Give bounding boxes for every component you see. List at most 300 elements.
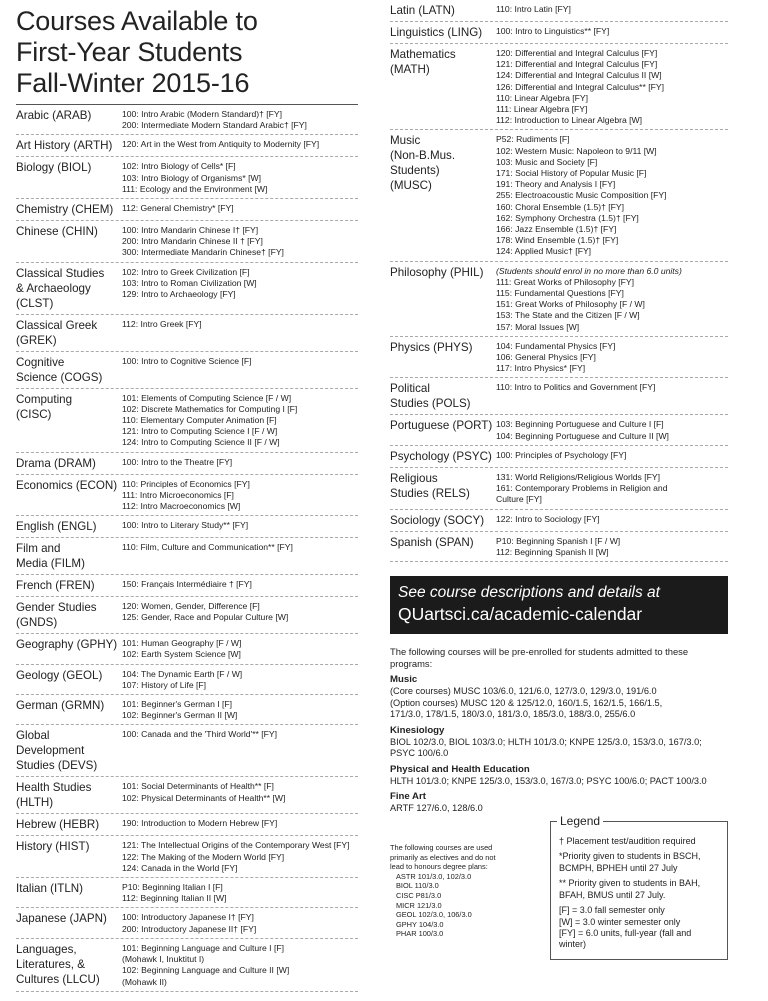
course-item: 111: Ecology and the Environment [W]: [122, 183, 268, 194]
course-item: 124: Applied Music† [FY]: [496, 246, 592, 257]
subject-name: [390, 449, 496, 464]
subject-name-line: Religious: [390, 471, 438, 485]
subject-name: [16, 942, 122, 988]
course-item: 255: Electroacoustic Music Composition [FY]: [496, 190, 667, 201]
course-list: [122, 160, 358, 195]
subject-name-line: (GREK): [16, 333, 57, 347]
course-item: 100: Intro Mandarin Chinese I† [FY]: [122, 225, 259, 236]
course-item: 190: Introduction to Modern Hebrew [FY]: [122, 818, 278, 829]
legend-line: *Priority given to students in BSCH,: [559, 851, 701, 862]
subject-name-line: Psychology (PSYC): [390, 449, 492, 463]
subject-row: [390, 337, 728, 379]
subject-name-line: Portuguese (PORT): [390, 419, 493, 433]
subject-name-line: Geography (GPHY): [16, 638, 118, 652]
course-item: 121: The Intellectual Origins of the Contemporary West [FY]: [122, 840, 350, 851]
subject-name-line: Physics (PHYS): [390, 340, 473, 354]
subject-name: [390, 265, 496, 333]
course-list: [496, 449, 728, 464]
electives-intro-line: primarily as electives and do not: [390, 852, 496, 862]
subject-name: [16, 600, 122, 630]
course-item: 200: Intro Mandarin Chinese II † [FY]: [122, 236, 263, 247]
subject-row: [16, 157, 358, 199]
subject-name-line: Chinese (CHIN): [16, 225, 98, 239]
course-item: 101: Elements of Computing Science [F / W]: [122, 392, 292, 403]
program-heading: Music: [390, 673, 418, 685]
course-item: 103: Music and Society [F]: [496, 156, 598, 167]
course-list: [122, 202, 358, 217]
course-item: 153: The State and the Citizen [F / W]: [496, 310, 640, 321]
subject-name: [16, 392, 122, 449]
legend-item: [559, 905, 719, 951]
course-list: [122, 668, 358, 691]
course-list: [122, 780, 358, 810]
program-heading: Fine Art: [390, 791, 426, 803]
subject-name-line: Studies (DEVS): [16, 759, 98, 773]
course-item: 100: Intro to Cognitive Science [F]: [122, 355, 252, 366]
course-item: P52: Rudiments [F]: [496, 134, 570, 145]
subject-row: [16, 695, 358, 725]
course-item: 150: Français Intermédiaire † [FY]: [122, 579, 252, 590]
program-heading: Physical and Health Education: [390, 763, 530, 775]
subject-name-line: Media (FILM): [16, 557, 85, 571]
subject-name-line: Cognitive: [16, 355, 65, 369]
course-item: 101: Social Determinants of Health** [F]: [122, 781, 274, 792]
subject-name: [390, 47, 496, 126]
course-list: [122, 728, 358, 773]
course-item: 115: Fundamental Questions [FY]: [496, 288, 624, 299]
course-item: 171: Social History of Popular Music [F]: [496, 168, 647, 179]
subject-row: [16, 575, 358, 597]
subject-name-line: (Non-B.Mus.: [390, 149, 456, 163]
subject-name-line: Classical Greek: [16, 318, 98, 332]
subject-row: [16, 199, 358, 221]
subject-name-line: Global: [16, 729, 50, 743]
course-item: 166: Jazz Ensemble (1.5)† [FY]: [496, 224, 617, 235]
course-item: 111: Great Works of Philosophy [FY]: [496, 276, 635, 287]
course-list: [496, 418, 728, 441]
course-list: [496, 265, 728, 333]
subject-row: [16, 725, 358, 777]
subject-name-line: Sociology (SOCY): [390, 513, 485, 527]
course-item: Culture [FY]: [496, 494, 542, 505]
subject-name: [16, 318, 122, 348]
course-item: 100: Introductory Japanese I† [FY]: [122, 912, 254, 923]
course-item: 106: General Physics [FY]: [496, 352, 596, 363]
course-item: 200: Introductory Japanese II† [FY]: [122, 923, 257, 934]
course-item: 111: Linear Algebra [FY]: [496, 104, 588, 115]
bottom-area: [390, 814, 728, 960]
subject-name-line: & Archaeology: [16, 281, 91, 295]
course-list: [122, 881, 358, 904]
subject-name: [16, 478, 122, 513]
course-list: [496, 381, 728, 411]
subject-name: [390, 381, 496, 411]
subject-name: [16, 578, 122, 593]
course-item: 124: Differential and Integral Calculus II [W]: [496, 70, 662, 81]
course-item: (Mohawk II): [122, 976, 167, 987]
course-item: 101: Human Geography [F / W]: [122, 638, 242, 649]
course-item: 101: Beginning Language and Culture I [F]: [122, 942, 284, 953]
subject-name: [16, 519, 122, 534]
preenrolled-section: [390, 646, 728, 815]
subject-row: [16, 135, 358, 157]
course-item: 104: Fundamental Physics [FY]: [496, 340, 616, 351]
course-item: 112: Introduction to Linear Algebra [W]: [496, 115, 643, 126]
subject-row: [390, 510, 728, 532]
subject-name: [390, 133, 496, 257]
electives-intro: [390, 843, 542, 872]
subject-name-line: Studies (POLS): [390, 397, 471, 411]
enrol-note: (Students should enrol in no more than 6.0 units): [496, 265, 682, 276]
course-item: 103: Intro Biology of Organisms* [W]: [122, 172, 261, 183]
subject-row: [390, 468, 728, 510]
course-item: 129: Intro to Archaeology [FY]: [122, 289, 236, 300]
course-item: 112: Intro Macroeconomics [W]: [122, 501, 241, 512]
course-list: [496, 25, 728, 40]
subject-name-line: Drama (DRAM): [16, 456, 96, 470]
left-subject-list: [16, 105, 358, 992]
course-item: 121: Differential and Integral Calculus [FY]: [496, 59, 658, 70]
elective-item: GPHY 104/3.0: [396, 919, 444, 929]
course-item: 112: Intro Greek [FY]: [122, 318, 202, 329]
course-item: 110: Intro Latin [FY]: [496, 4, 571, 14]
subject-name: [16, 541, 122, 571]
subject-name: [390, 418, 496, 441]
course-list: [496, 133, 728, 257]
subject-name: [16, 456, 122, 471]
course-list: [122, 911, 358, 934]
program-courses: 171/3.0, 178/1.5, 180/3.0, 181/3.0, 185/3.0, 188/3.0, 255/6.0: [390, 709, 636, 720]
subject-row: [390, 22, 728, 44]
course-list: [122, 839, 358, 874]
course-list: [122, 817, 358, 832]
subject-row: [390, 446, 728, 468]
course-item: 160: Choral Ensemble (1.5)† [FY]: [496, 201, 625, 212]
course-list: [122, 108, 358, 131]
course-list: [122, 392, 358, 449]
subject-name: [16, 160, 122, 195]
subject-name-line: Students): [390, 164, 440, 178]
course-list: [122, 138, 358, 153]
course-item: 124: Intro to Computing Science II [F / W]: [122, 437, 280, 448]
course-list: [496, 47, 728, 126]
subject-row: [16, 352, 358, 389]
subject-name-line: Japanese (JAPN): [16, 912, 107, 926]
elective-item: BIOL 110/3.0: [396, 881, 439, 891]
subject-name-line: Studies (RELS): [390, 486, 470, 500]
subject-name: [16, 355, 122, 385]
page-title: [16, 6, 358, 99]
subject-name-line: Political: [390, 382, 430, 396]
subject-row: [390, 262, 728, 337]
course-item: 117: Intro Physics* [FY]: [496, 363, 586, 374]
subject-row: [16, 315, 358, 352]
subject-name: [16, 839, 122, 874]
subject-row: [16, 665, 358, 695]
legend-line: [FY] = 6.0 units, full-year (fall and winter): [559, 927, 692, 950]
course-item: 178: Wind Ensemble (1.5)† [FY]: [496, 235, 619, 246]
course-list: [122, 942, 358, 988]
subject-name: [16, 266, 122, 311]
subject-name-line: Philosophy (PHIL): [390, 265, 484, 279]
subject-name-line: English (ENGL): [16, 520, 97, 534]
right-subject-list: [390, 0, 728, 562]
subject-name-line: (MUSC): [390, 179, 432, 193]
course-item: 126: Differential and Integral Calculus** [FY]: [496, 81, 664, 92]
course-list: [496, 3, 728, 18]
subject-row: [16, 453, 358, 475]
course-list: [122, 456, 358, 471]
subject-row: [16, 634, 358, 664]
electives-box: [390, 821, 542, 960]
subject-name-line: Economics (ECON): [16, 478, 118, 492]
subject-name-line: Hebrew (HEBR): [16, 818, 100, 832]
right-column: [390, 0, 728, 960]
course-item: P10: Beginning Spanish I [F / W]: [496, 535, 621, 546]
subject-row: [16, 939, 358, 992]
preenrolled-intro: The following courses will be pre-enrolled for students admitted to these programs:: [390, 645, 689, 669]
course-item: 101: Beginner's German I [F]: [122, 699, 233, 710]
course-list: [496, 513, 728, 528]
electives-intro-line: lead to honours degree plans:: [390, 862, 488, 872]
course-item: 124: Canada in the World [FY]: [122, 862, 238, 873]
subject-row: [16, 475, 358, 517]
course-item: 111: Intro Microeconomics [F]: [122, 489, 234, 500]
course-item: 112: Beginning Spanish II [W]: [496, 546, 609, 557]
course-item: 100: Principles of Psychology [FY]: [496, 449, 627, 460]
course-item: P10: Beginning Italian I [F]: [122, 882, 223, 893]
course-list: [122, 318, 358, 348]
course-list: [122, 637, 358, 660]
subject-name-line: French (FREN): [16, 579, 95, 593]
course-item: 120: Art in the West from Antiquity to Modernity [FY]: [122, 139, 320, 150]
course-item: 102: Discrete Mathematics for Computing I [F]: [122, 403, 298, 414]
subject-row: [390, 130, 728, 261]
subject-name-line: (HLTH): [16, 796, 54, 810]
course-item: 100: Intro to the Theatre [FY]: [122, 456, 233, 467]
subject-name-line: Classical Studies: [16, 266, 105, 280]
course-item: 112: Beginning Italian II [W]: [122, 893, 227, 904]
course-item: 102: Earth System Science [W]: [122, 649, 241, 660]
subject-name: [16, 780, 122, 810]
subject-name: [16, 202, 122, 217]
course-list: [122, 224, 358, 259]
subject-name-line: (GNDS): [16, 616, 58, 630]
course-item: 112: General Chemistry* [FY]: [122, 203, 234, 214]
course-item: 200: Intermediate Modern Standard Arabic† [FY]: [122, 120, 307, 131]
course-item: 100: Intro to Literary Study** [FY]: [122, 520, 249, 531]
course-item: 102: Physical Determinants of Health** [W]: [122, 792, 286, 803]
course-item: 110: Film, Culture and Communication** [FY]: [122, 542, 293, 553]
subject-row: [16, 105, 358, 135]
subject-name-line: Mathematics: [390, 48, 456, 61]
legend-title: Legend: [557, 814, 603, 828]
subject-name-line: (CLST): [16, 296, 54, 310]
preenrolled-programs: [390, 674, 728, 815]
subject-name-line: Computing: [16, 392, 73, 406]
course-item: 120: Women, Gender, Difference [F]: [122, 601, 260, 612]
legend-line: BFAH, BMUS until 27 July.: [559, 889, 666, 900]
subject-name-line: Latin (LATN): [390, 4, 455, 17]
subject-row: [16, 538, 358, 575]
legend-item: [559, 836, 719, 847]
legend-line: ** Priority given to students in BAH,: [559, 878, 701, 889]
course-list: [496, 535, 728, 558]
elective-item: GEOL 102/3.0, 106/3.0: [396, 910, 472, 920]
subject-name-line: Film and: [16, 542, 61, 556]
subject-row: [16, 516, 358, 538]
subject-row: [390, 415, 728, 445]
course-list: [122, 266, 358, 311]
course-item: 102: Beginning Language and Culture II [W]: [122, 965, 290, 976]
subject-row: [390, 0, 728, 22]
course-item: 107: History of Life [F]: [122, 679, 207, 690]
subject-name-line: (CISC): [16, 407, 52, 421]
course-item: 191: Theory and Analysis I [FY]: [496, 179, 616, 190]
subject-row: [16, 597, 358, 634]
course-item: 102: Intro to Greek Civilization [F]: [122, 266, 250, 277]
banner-url[interactable]: QUartsci.ca/academic-calendar: [398, 603, 643, 624]
subject-name-line: Arabic (ARAB): [16, 109, 92, 122]
subject-name: [390, 471, 496, 506]
subject-name-line: (MATH): [390, 63, 430, 76]
course-item: 110: Intro to Politics and Government [FY]: [496, 382, 656, 393]
subject-name-line: Art History (ARTH): [16, 139, 113, 153]
subject-row: [390, 44, 728, 130]
course-item: 161: Contemporary Problems in Religion and: [496, 483, 668, 494]
subject-row: [390, 378, 728, 415]
course-item: 100: Intro to Linguistics** [FY]: [496, 26, 610, 36]
legend-line: BCMPH, BPHEH until 27 July: [559, 862, 678, 873]
subject-row: [16, 836, 358, 878]
program-courses: HLTH 101/3.0; KNPE 125/3.0, 153/3.0, 167/3.0; PSYC 100/6.0; PACT 100/3.0: [390, 775, 707, 786]
course-list: [122, 519, 358, 534]
subject-name-line: Spanish (SPAN): [390, 535, 474, 549]
subject-name: [16, 138, 122, 153]
electives-list: [390, 872, 542, 939]
course-item: 122: The Making of the Modern World [FY]: [122, 851, 285, 862]
course-item: 157: Moral Issues [W]: [496, 321, 580, 332]
course-item: 125: Gender, Race and Popular Culture [W]: [122, 612, 289, 623]
course-list: [122, 600, 358, 630]
legend-items: [559, 836, 719, 951]
subject-name: [16, 108, 122, 131]
course-item: 110: Principles of Economics [FY]: [122, 478, 250, 489]
course-item: 110: Linear Algebra [FY]: [496, 92, 589, 103]
title-line: Courses Available to: [16, 6, 258, 36]
course-list: [122, 541, 358, 571]
course-item: 131: World Religions/Religious Worlds [FY]: [496, 471, 660, 482]
subject-name-line: Literatures, &: [16, 957, 85, 971]
course-item: 104: Beginning Portuguese and Culture II [W]: [496, 430, 669, 441]
subject-name-line: Chemistry (CHEM): [16, 203, 114, 217]
legend-item: [559, 851, 719, 874]
subject-name: [16, 224, 122, 259]
subject-row: [16, 389, 358, 453]
subject-name-line: Development: [16, 744, 85, 758]
subject-name: [16, 881, 122, 904]
electives-intro-line: The following courses are used: [390, 843, 493, 853]
subject-name: [16, 817, 122, 832]
course-item: 300: Intermediate Mandarin Chinese† [FY]: [122, 247, 284, 258]
subject-name: [390, 340, 496, 375]
subject-name-line: Linguistics (LING): [390, 26, 483, 39]
course-item: 102: Intro Biology of Cells* [F]: [122, 161, 236, 172]
calendar-banner[interactable]: [390, 576, 728, 634]
subject-name-line: Science (COGS): [16, 370, 103, 384]
course-item: 102: Beginner's German II [W]: [122, 710, 238, 721]
elective-item: PHAR 100/3.0: [396, 929, 444, 939]
program-heading: Kinesiology: [390, 724, 445, 736]
subject-name: [390, 513, 496, 528]
subject-name: [390, 25, 496, 40]
elective-item: MICR 121/3.0: [396, 900, 442, 910]
course-item: 120: Differential and Integral Calculus [FY]: [496, 48, 658, 58]
course-item: 103: Beginning Portuguese and Culture I [F]: [496, 419, 664, 430]
subject-name-line: Biology (BIOL): [16, 161, 92, 175]
program-courses: (Core courses) MUSC 103/6.0, 121/6.0, 127/3.0, 129/3.0, 191/6.0: [390, 685, 657, 696]
subject-name: [390, 3, 496, 18]
subject-name-line: Geology (GEOL): [16, 668, 103, 682]
subject-name-line: Health Studies: [16, 781, 92, 795]
course-list: [122, 478, 358, 513]
program-courses: (Option courses) MUSC 120 & 125/12.0, 160/1.5, 162/1.5, 166/1.5,: [390, 697, 663, 708]
course-item: 110: Elementary Computer Animation [F]: [122, 415, 277, 426]
legend-line: [W] = 3.0 winter semester only: [559, 916, 681, 927]
course-list: [122, 355, 358, 385]
course-item: 103: Intro to Roman Civilization [W]: [122, 277, 257, 288]
course-list: [122, 698, 358, 721]
elective-item: ASTR 101/3.0, 102/3.0: [396, 871, 472, 881]
program-courses: BIOL 102/3.0, BIOL 103/3.0; HLTH 101/3.0; KNPE 125/3.0, 153/3.0, 167/3.0;: [390, 736, 702, 747]
legend-item: [559, 878, 719, 901]
banner-line-1: See course descriptions and details at: [398, 583, 660, 601]
course-item: 122: Intro to Sociology [FY]: [496, 513, 600, 524]
subject-row: [16, 908, 358, 938]
subject-name: [16, 637, 122, 660]
subject-row: [16, 878, 358, 908]
subject-row: [390, 532, 728, 562]
subject-row: [16, 814, 358, 836]
legend-line: † Placement test/audition required: [559, 836, 696, 847]
subject-name-line: Italian (ITLN): [16, 882, 84, 896]
subject-name-line: Languages,: [16, 942, 77, 956]
course-list: [496, 340, 728, 375]
subject-name-line: History (HIST): [16, 840, 90, 854]
course-item: 162: Symphony Orchestra (1.5)† [FY]: [496, 212, 639, 223]
title-line: Fall-Winter 2015-16: [16, 68, 250, 98]
course-list: [496, 471, 728, 506]
legend-box: [550, 814, 728, 960]
subject-name-line: Music: [390, 134, 421, 148]
subject-row: [16, 221, 358, 263]
subject-name-line: Cultures (LLCU): [16, 972, 100, 986]
subject-name-line: German (GRMN): [16, 699, 105, 713]
program-courses: ARTF 127/6.0, 128/6.0: [390, 803, 483, 814]
course-item: 100: Canada and the 'Third World'** [FY]: [122, 729, 278, 740]
course-item: 102: Western Music: Napoleon to 9/11 [W]: [496, 145, 657, 156]
subject-name: [390, 535, 496, 558]
course-list: [122, 578, 358, 593]
subject-name: [16, 728, 122, 773]
legend-line: [F] = 3.0 fall semester only: [559, 905, 665, 916]
elective-item: CISC P81/3.0: [396, 891, 442, 901]
course-item: 100: Intro Arabic (Modern Standard)† [FY]: [122, 109, 283, 119]
subject-name: [16, 911, 122, 934]
course-item: 121: Intro to Computing Science I [F / W]: [122, 426, 278, 437]
subject-name-line: Gender Studies: [16, 601, 97, 615]
subject-row: [16, 777, 358, 814]
